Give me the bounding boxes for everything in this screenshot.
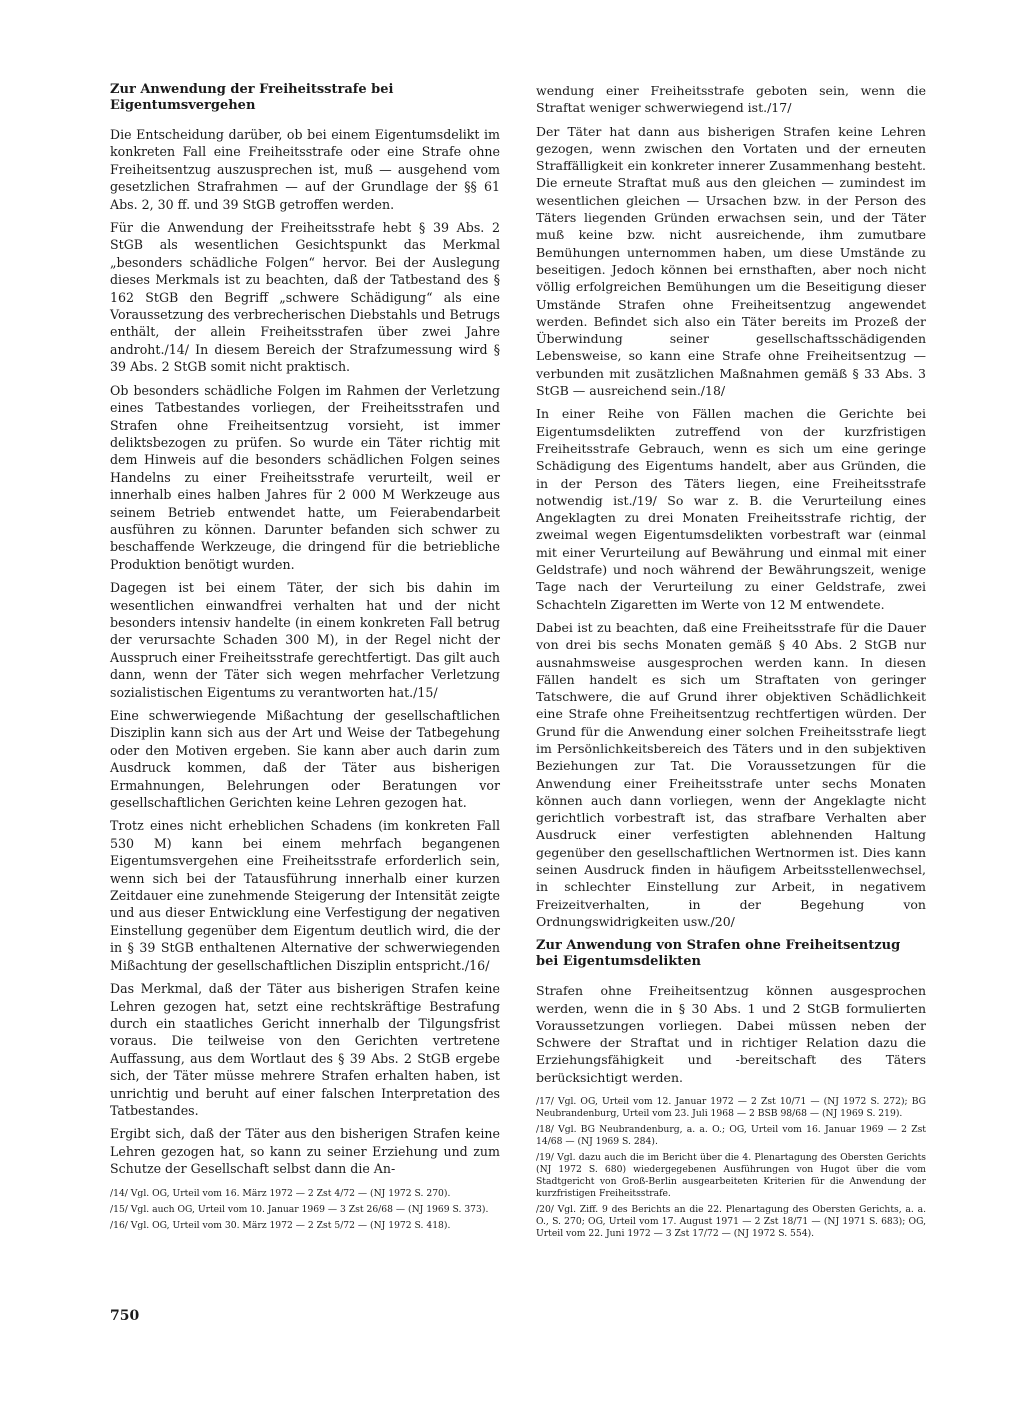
paragraph: Strafen ohne Freiheitsentzug können ausgesprochen werden, wenn die in § 30 Abs. 1 und 2 StGB formulierten Voraussetzungen vorliegen. Dabei müssen neben der Schwere der Straftat und in richtiger Relation dazu die Erziehungsfähigkeit und -bereitschaft des Täters berücksichtigt werden. — [536, 983, 926, 1085]
paragraph: Dabei ist zu beachten, daß eine Freiheitsstrafe für die Dauer von drei bis sechs Monaten gemäß § 40 Abs. 2 StGB nur ausnahmsweise ausgesprochen werden kann. In diesen Fällen handelt es sich um Straftaten von geringer Tatschwere, die auf Grund ihrer objektiven Schädlichkeit eine Strafe ohne Freiheitsentzug rechtfertigen würden. Der Grund für die Anwendung einer solchen Freiheitsstrafe liegt im Persönlichkeitsbereich des Täters und in den subjektiven Beziehungen zur Tat. Die Voraussetzungen für die Anwendung einer Freiheitsstrafe unter sechs Monaten können auch dann vorliegen, wenn der Angeklagte nicht gerichtlich vorbestraft ist, das strafbare Verhalten aber Ausdruck einer verfestigten ablehnenden Haltung gegenüber den gesellschaftlichen Wertnormen ist. Dies kann seinen Ausdruck finden in häufigem Arbeitsstellenwechsel, in schlechter Einstellung zur Arbeit, in negativem Freizeitverhalten, in der Begehung von Ordnungswidrigkeiten usw./20/ — [536, 619, 926, 929]
footnote: /17/ Vgl. OG, Urteil vom 12. Januar 1972 — 2 Zst 10/71 — (NJ 1972 S. 272); BG Neubrandenburg, Urteil vom 23. Juli 1968 — 2 BSB 98/68 — (NJ 1969 S. 219). — [536, 1096, 926, 1120]
paragraph: Der Täter hat dann aus bisherigen Strafen keine Lehren gezogen, wenn zwischen den Vortaten und der erneuten Straffälligkeit ein konkreter innerer Zusammenhang besteht. Die erneute Straftat muß aus den gleichen — zumindest im wesentlichen gleichen — Ursachen bzw. in der Person des Täters liegenden Gründen erwachsen sein, und der Täter muß keine bzw. nicht ausreichende, ihm zumutbare Bemühungen unternommen haben, um diese Umstände zu beseitigen. Jedoch können bei ernsthaften, aber noch nicht völlig erfolgreichen Bemühungen um die Beseitigung dieser Umstände Strafen ohne Freiheitsentzug angewendet werden. Befindet sich also ein Täter bereits im Prozeß der Überwindung seiner gesellschaftsschädigenden Lebensweise, so kann eine Strafe ohne Freiheitsentzug — verbunden mit zusätzlichen Maßnahmen gemäß § 33 Abs. 3 StGB — ausreichend sein./18/ — [536, 123, 926, 399]
right-column — [536, 82, 926, 1244]
footnote: /14/ Vgl. OG, Urteil vom 16. März 1972 — 2 Zst 4/72 — (NJ 1972 S. 270). — [110, 1187, 451, 1199]
footnote: /18/ Vgl. BG Neubrandenburg, a. a. O.; OG, Urteil vom 16. Januar 1969 — 2 Zst 14/68 — (NJ 1969 S. 284). — [536, 1124, 926, 1148]
paragraph: Für die Anwendung der Freiheitsstrafe hebt § 39 Abs. 2 StGB als wesentlichen Gesichtspunkt das Merkmal „besonders schädliche Folgen“ hervor. Bei der Auslegung dieses Merkmals ist zu beachten, daß der Tatbestand des § 162 StGB den Begriff „schwere Schädigung“ als eine Voraussetzung des verbrecherischen Diebstahls und Betrugs enthält, der allein Freiheitsstrafen über zwei Jahre androht./14/ In diesem Bereich der Strafzumessung wird § 39 Abs. 2 StGB somit nicht praktisch. — [110, 220, 500, 375]
section-heading-ohne-freiheitsentzug: Zur Anwendung von Strafen ohne Freiheitsentzug bei Eigentumsdelikten — [536, 938, 901, 970]
paragraph: Das Merkmal, daß der Täter aus bisherigen Strafen keine Lehren gezogen hat, setzt eine rechtskräftige Bestrafung durch ein staatliches Gericht innerhalb der Tilgungsfrist voraus. Die teilweise von den Gerichten vertretene Auffassung, aus dem Wortlaut des § 39 Abs. 2 StGB ergebe sich, der Täter müsse mehrere Strafen erhalten haben, ist unrichtig und beruht auf einer falschen Interpretation des Tatbestandes. — [110, 981, 500, 1118]
footnotes-left — [110, 1188, 500, 1232]
paragraph: Trotz eines nicht erheblichen Schadens (im konkreten Fall 530 M) kann bei einem mehrfach begangenen Eigentumsvergehen eine Freiheitsstrafe erforderlich sein, wenn sich bei der Tatausführung innerhalb einer kurzen Zeitdauer eine zunehmende Steigerung der Intensität zeigte und aus dieser Entwicklung eine Verfestigung der negativen Einstellung gegenüber dem Eigentum deutlich wird, die der in § 39 StGB enthaltenen Alternative der schwerwiegenden Mißachtung der gesellschaftlichen Disziplin entspricht./16/ — [110, 818, 500, 973]
paragraph: Eine schwerwiegende Mißachtung der gesellschaftlichen Disziplin kann sich aus der Art und Weise der Tatbegehung oder den Motiven ergeben. Sie kann aber auch darin zum Ausdruck kommen, daß der Täter aus bisherigen Ermahnungen, Belehrungen oder Beratungen vor gesellschaftlichen Gerichten keine Lehren gezogen hat. — [110, 708, 500, 811]
footnote: /15/ Vgl. auch OG, Urteil vom 10. Januar 1969 — 3 Zst 26/68 — (NJ 1969 S. 373). — [110, 1203, 489, 1215]
footnotes-right — [536, 1096, 926, 1240]
paragraph: Ob besonders schädliche Folgen im Rahmen der Verletzung eines Tatbestandes vorliegen, der Freiheitsstrafen und Strafen ohne Freiheitsentzug vorsieht, ist immer deliktsbezogen zu prüfen. So wurde ein Täter richtig mit dem Hinweis auf die besonders schädlichen Folgen seines Handelns zu einer Freiheitsstrafe verurteilt, weil er innerhalb eines halben Jahres für 2 000 M Werkzeuge aus seinem Betrieb entwendet hatte, um Feierabendarbeit ausführen zu können. Darunter befanden sich schwer zu beschaffende Werkzeuge, die dringend für die betriebliche Produktion benötigt wurden. — [110, 382, 500, 572]
left-column — [110, 82, 500, 1236]
page-number: 750 — [110, 1308, 140, 1324]
paragraph: Die Entscheidung darüber, ob bei einem Eigentumsdelikt im konkreten Fall eine Freiheitsstrafe oder eine Strafe ohne Freiheitsentzug auszusprechen ist, muß — ausgehend vom gesetzlichen Strafrahmen — auf der Grundlage der §§ 61 Abs. 2, 30 ff. und 39 StGB getroffen werden. — [110, 127, 500, 212]
footnote: /20/ Vgl. Ziff. 9 des Berichts an die 22. Plenartagung des Obersten Gerichts, a. a. O., S. 270; OG, Urteil vom 17. August 1971 — 2 Zst 18/71 — (NJ 1971 S. 683); OG, Urteil vom 22. Juni 1972 — 3 Zst 17/72 — (NJ 1972 S. 554). — [536, 1204, 926, 1240]
paragraph: Dagegen ist bei einem Täter, der sich bis dahin im wesentlichen einwandfrei verhalten hat und der nicht besonders intensiv handelte (in einem konkreten Fall betrug der verursachte Schaden 300 M), in der Regel nicht der Ausspruch einer Freiheitsstrafe gerechtfertigt. Das gilt auch dann, wenn der Täter sich wegen mehrfacher Verletzung sozialistischen Eigentums zu verantworten hat./15/ — [110, 580, 500, 700]
paragraph: wendung einer Freiheitsstrafe geboten sein, wenn die Straftat weniger schwerwiegend ist./17/ — [536, 83, 926, 116]
footnote: /19/ Vgl. dazu auch die im Bericht über die 4. Plenartagung des Obersten Gerichts (NJ 1972 S. 680) wiedergegebenen Ausführungen von Hugot über die vom Stadtgericht von Groß-Berlin ausgearbeiteten Kriterien für die Anwendung der kurzfristigen Freiheitsstrafe. — [536, 1152, 926, 1200]
paragraph: Ergibt sich, daß der Täter aus den bisherigen Strafen keine Lehren gezogen hat, so kann zu seiner Erziehung und zum Schutze der Gesellschaft selbst dann die An- — [110, 1126, 500, 1177]
footnote: /16/ Vgl. OG, Urteil vom 30. März 1972 — 2 Zst 5/72 — (NJ 1972 S. 418). — [110, 1219, 451, 1231]
paragraph: In einer Reihe von Fällen machen die Gerichte bei Eigentumsdelikten zutreffend von der kurzfristigen Freiheitsstrafe Gebrauch, wenn es sich um eine geringe Schädigung des Eigentums handelt, aber aus Gründen, die in der Person des Täters liegen, eine Freiheitsstrafe notwendig ist./19/ So war z. B. die Verurteilung eines Angeklagten zu drei Monaten Freiheitsstrafe richtig, der zweimal wegen Eigentumsdelikten vorbestraft war (einmal mit einer Verurteilung auf Bewährung und einmal mit einer Geldstrafe) und noch während der Bewährungszeit, wenige Tage nach der Verurteilung zu einer Geldstrafe, zwei Schachteln Zigaretten im Werte von 12 M entwendete. — [536, 406, 926, 612]
section-heading-freiheitsstrafe: Zur Anwendung der Freiheitsstrafe bei Eigentumsvergehen — [110, 82, 394, 113]
